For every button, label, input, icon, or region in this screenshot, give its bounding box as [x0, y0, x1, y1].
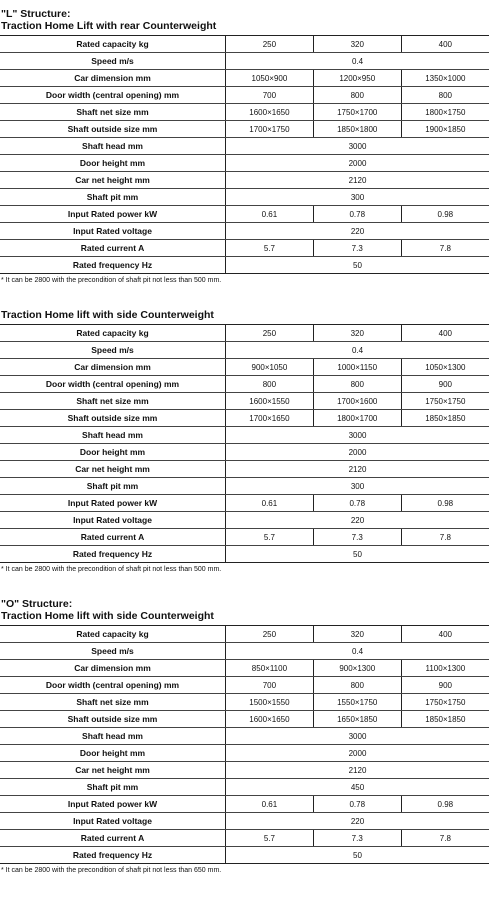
cell-value: 300 — [226, 478, 490, 495]
cell-value: 700 — [226, 677, 314, 694]
table-row — [0, 53, 489, 70]
table-row — [0, 376, 489, 393]
cell-value: 7.8 — [401, 830, 489, 847]
cell-value: 800 — [313, 87, 401, 104]
spec-section — [0, 8, 490, 284]
cell-value: 1850×1800 — [313, 121, 401, 138]
cell-value: 1200×950 — [313, 70, 401, 87]
spec-table — [0, 35, 489, 274]
cell-value: 0.61 — [226, 495, 314, 512]
row-label: Speed m/s — [0, 53, 226, 70]
cell-value: 900 — [401, 677, 489, 694]
table-row — [0, 393, 489, 410]
cell-value: 400 — [401, 36, 489, 53]
table-row — [0, 512, 489, 529]
table-row — [0, 728, 489, 745]
cell-value: 1600×1550 — [226, 393, 314, 410]
row-label: Car net height mm — [0, 172, 226, 189]
row-label: Shaft net size mm — [0, 393, 226, 410]
cell-value: 1750×1700 — [313, 104, 401, 121]
table-row — [0, 813, 489, 830]
section-title-line: "L" Structure: — [1, 8, 71, 20]
cell-value: 1050×900 — [226, 70, 314, 87]
cell-value: 220 — [226, 813, 490, 830]
cell-value: 320 — [313, 626, 401, 643]
row-label: Car dimension mm — [0, 359, 226, 376]
table-row — [0, 189, 489, 206]
table-row — [0, 762, 489, 779]
table-row — [0, 325, 489, 342]
footnote: * It can be 2800 with the precondition of shaft pit not less than 650 mm. — [1, 867, 222, 874]
row-label: Rated frequency Hz — [0, 847, 226, 864]
section-title-line: Traction Home lift with side Counterweight — [1, 610, 214, 622]
row-label: Rated frequency Hz — [0, 546, 226, 563]
table-row — [0, 830, 489, 847]
cell-value: 400 — [401, 325, 489, 342]
row-label: Shaft pit mm — [0, 779, 226, 796]
row-label: Shaft outside size mm — [0, 410, 226, 427]
cell-value: 1600×1650 — [226, 104, 314, 121]
cell-value: 0.4 — [226, 643, 490, 660]
cell-value: 0.78 — [313, 796, 401, 813]
row-label: Shaft net size mm — [0, 694, 226, 711]
cell-value: 1850×1850 — [401, 410, 489, 427]
cell-value: 50 — [226, 546, 490, 563]
cell-value: 0.98 — [401, 796, 489, 813]
cell-value: 1700×1750 — [226, 121, 314, 138]
table-row — [0, 677, 489, 694]
row-label: Speed m/s — [0, 643, 226, 660]
table-row — [0, 155, 489, 172]
row-label: Input Rated voltage — [0, 512, 226, 529]
row-label: Shaft net size mm — [0, 104, 226, 121]
table-row — [0, 70, 489, 87]
cell-value: 900×1050 — [226, 359, 314, 376]
table-row — [0, 206, 489, 223]
table-row — [0, 745, 489, 762]
cell-value: 3000 — [226, 728, 490, 745]
cell-value: 0.61 — [226, 206, 314, 223]
cell-value: 5.7 — [226, 830, 314, 847]
cell-value: 1550×1750 — [313, 694, 401, 711]
row-label: Rated current A — [0, 830, 226, 847]
cell-value: 220 — [226, 512, 490, 529]
row-label: Shaft pit mm — [0, 478, 226, 495]
row-label: Input Rated voltage — [0, 813, 226, 830]
cell-value: 700 — [226, 87, 314, 104]
cell-value: 0.4 — [226, 342, 490, 359]
spec-section — [0, 309, 490, 573]
cell-value: 5.7 — [226, 240, 314, 257]
cell-value: 1850×1850 — [401, 711, 489, 728]
cell-value: 300 — [226, 189, 490, 206]
table-row — [0, 660, 489, 677]
cell-value: 800 — [226, 376, 314, 393]
section-title — [0, 598, 490, 622]
cell-value: 1050×1300 — [401, 359, 489, 376]
cell-value: 7.3 — [313, 830, 401, 847]
table-row — [0, 36, 489, 53]
table-row — [0, 359, 489, 376]
cell-value: 5.7 — [226, 529, 314, 546]
cell-value: 1750×1750 — [401, 393, 489, 410]
row-label: Input Rated voltage — [0, 223, 226, 240]
row-label: Shaft pit mm — [0, 189, 226, 206]
cell-value: 0.61 — [226, 796, 314, 813]
table-row — [0, 546, 489, 563]
row-label: Shaft outside size mm — [0, 121, 226, 138]
row-label: Rated capacity kg — [0, 626, 226, 643]
table-row — [0, 643, 489, 660]
cell-value: 250 — [226, 325, 314, 342]
table-row — [0, 87, 489, 104]
cell-value: 0.98 — [401, 495, 489, 512]
table-row — [0, 223, 489, 240]
row-label: Speed m/s — [0, 342, 226, 359]
cell-value: 2120 — [226, 461, 490, 478]
row-label: Door height mm — [0, 155, 226, 172]
table-row — [0, 626, 489, 643]
row-label: Shaft head mm — [0, 138, 226, 155]
row-label: Input Rated power kW — [0, 206, 226, 223]
table-row — [0, 138, 489, 155]
cell-value: 800 — [313, 677, 401, 694]
row-label: Car dimension mm — [0, 660, 226, 677]
cell-value: 1750×1750 — [401, 694, 489, 711]
row-label: Input Rated power kW — [0, 495, 226, 512]
cell-value: 50 — [226, 847, 490, 864]
row-label: Car net height mm — [0, 762, 226, 779]
cell-value: 320 — [313, 36, 401, 53]
table-row — [0, 427, 489, 444]
cell-value: 1650×1850 — [313, 711, 401, 728]
cell-value: 7.3 — [313, 529, 401, 546]
table-row — [0, 444, 489, 461]
cell-value: 2000 — [226, 745, 490, 762]
row-label: Shaft outside size mm — [0, 711, 226, 728]
table-row — [0, 172, 489, 189]
table-row — [0, 342, 489, 359]
footnote: * It can be 2800 with the precondition of shaft pit not less than 500 mm. — [1, 566, 222, 573]
table-row — [0, 529, 489, 546]
cell-value: 1800×1750 — [401, 104, 489, 121]
table-row — [0, 478, 489, 495]
cell-value: 250 — [226, 36, 314, 53]
table-row — [0, 410, 489, 427]
row-label: Rated capacity kg — [0, 325, 226, 342]
cell-value: 2120 — [226, 172, 490, 189]
section-title — [0, 8, 490, 32]
table-row — [0, 779, 489, 796]
table-row — [0, 847, 489, 864]
row-label: Door width (central opening) mm — [0, 376, 226, 393]
cell-value: 900 — [401, 376, 489, 393]
table-row — [0, 240, 489, 257]
cell-value: 50 — [226, 257, 490, 274]
row-label: Car net height mm — [0, 461, 226, 478]
cell-value: 7.8 — [401, 529, 489, 546]
cell-value: 0.4 — [226, 53, 490, 70]
spec-section — [0, 598, 490, 874]
cell-value: 1600×1650 — [226, 711, 314, 728]
cell-value: 320 — [313, 325, 401, 342]
cell-value: 1900×1850 — [401, 121, 489, 138]
cell-value: 0.78 — [313, 495, 401, 512]
cell-value: 1000×1150 — [313, 359, 401, 376]
table-row — [0, 257, 489, 274]
cell-value: 450 — [226, 779, 490, 796]
section-title — [0, 309, 490, 321]
table-row — [0, 796, 489, 813]
table-row — [0, 495, 489, 512]
cell-value: 2000 — [226, 155, 490, 172]
row-label: Rated frequency Hz — [0, 257, 226, 274]
cell-value: 2120 — [226, 762, 490, 779]
cell-value: 250 — [226, 626, 314, 643]
cell-value: 1500×1550 — [226, 694, 314, 711]
table-row — [0, 104, 489, 121]
footnote: * It can be 2800 with the precondition of shaft pit not less than 500 mm. — [1, 277, 222, 284]
row-label: Rated capacity kg — [0, 36, 226, 53]
cell-value: 1100×1300 — [401, 660, 489, 677]
cell-value: 0.98 — [401, 206, 489, 223]
cell-value: 7.8 — [401, 240, 489, 257]
row-label: Shaft head mm — [0, 427, 226, 444]
cell-value: 3000 — [226, 427, 490, 444]
cell-value: 7.3 — [313, 240, 401, 257]
row-label: Door height mm — [0, 444, 226, 461]
table-row — [0, 711, 489, 728]
table-row — [0, 461, 489, 478]
section-title-line: Traction Home Lift with rear Counterweight — [1, 20, 217, 32]
cell-value: 900×1300 — [313, 660, 401, 677]
row-label: Car dimension mm — [0, 70, 226, 87]
table-row — [0, 694, 489, 711]
row-label: Door width (central opening) mm — [0, 87, 226, 104]
cell-value: 0.78 — [313, 206, 401, 223]
cell-value: 1700×1650 — [226, 410, 314, 427]
spec-table — [0, 625, 489, 864]
row-label: Door height mm — [0, 745, 226, 762]
row-label: Rated current A — [0, 529, 226, 546]
cell-value: 800 — [401, 87, 489, 104]
row-label: Input Rated power kW — [0, 796, 226, 813]
cell-value: 2000 — [226, 444, 490, 461]
section-title-line: "O" Structure: — [1, 598, 73, 610]
cell-value: 800 — [313, 376, 401, 393]
table-row — [0, 121, 489, 138]
row-label: Shaft head mm — [0, 728, 226, 745]
cell-value: 1350×1000 — [401, 70, 489, 87]
cell-value: 850×1100 — [226, 660, 314, 677]
cell-value: 220 — [226, 223, 490, 240]
cell-value: 1700×1600 — [313, 393, 401, 410]
row-label: Door width (central opening) mm — [0, 677, 226, 694]
cell-value: 3000 — [226, 138, 490, 155]
row-label: Rated current A — [0, 240, 226, 257]
spec-table — [0, 324, 489, 563]
section-title-line: Traction Home lift with side Counterweight — [1, 309, 214, 321]
cell-value: 1800×1700 — [313, 410, 401, 427]
cell-value: 400 — [401, 626, 489, 643]
